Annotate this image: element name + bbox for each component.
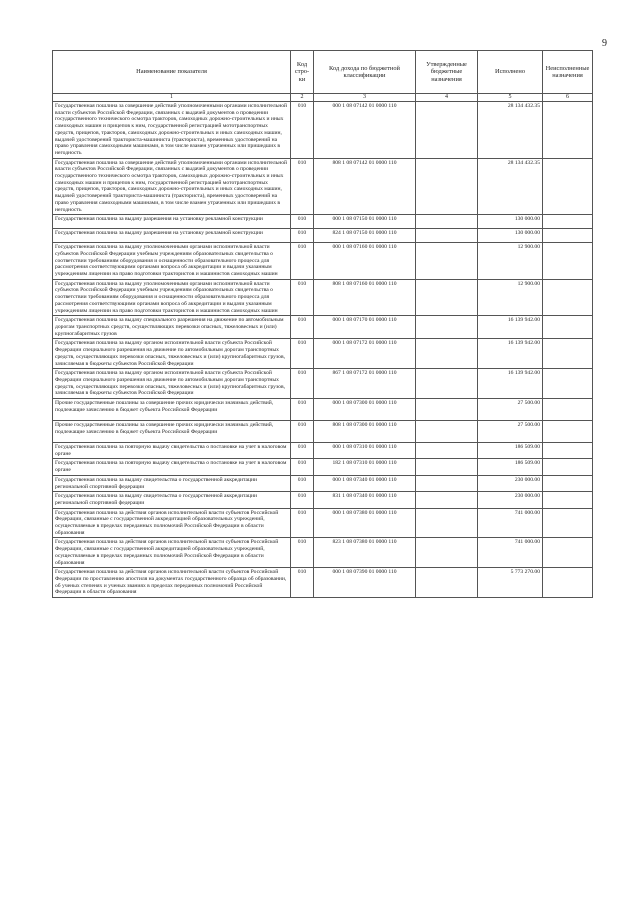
row-executed: 741 000.00	[478, 508, 543, 538]
row-code: 824 1 08 07150 01 0000 110	[314, 229, 416, 243]
row-unexecuted	[543, 459, 593, 475]
row-approved	[416, 399, 478, 421]
row-unexecuted	[543, 475, 593, 491]
row-code: 808 1 08 07300 01 0000 110	[314, 421, 416, 443]
row-approved	[416, 229, 478, 243]
table-row	[53, 421, 593, 443]
header-name: Наименование показателя	[53, 51, 291, 94]
row-unexecuted	[543, 215, 593, 229]
row-line: 010	[291, 475, 314, 491]
table-row	[53, 279, 593, 316]
row-name: Государственная пошлина за совершение действий уполномоченными органами исполнительной власти субъектов Российской Федерации, связанных с выдачей документов о проведении государственного технического осмотра тракторов, самоходных дорожно-строительных и иных самоходных машин и прицепов к ним, государственной регистрацией мототранспортных средств, прицепов, тракторов, самоходных дорожно-строительных и иных самоходных машин, выдачей удостоверений тракториста-машиниста (тракториста), временных удостоверений на право управления самоходными машинами, в том числе взамен утраченных или пришедших в негодность	[53, 102, 291, 159]
column-number: 3	[314, 94, 416, 102]
row-code: 000 1 08 07142 01 0000 110	[314, 102, 416, 159]
header-approved: Утвержденные бюджетные назначения	[416, 51, 478, 94]
row-approved	[416, 316, 478, 339]
row-approved	[416, 102, 478, 159]
row-line: 010	[291, 443, 314, 459]
table-row	[53, 443, 593, 459]
header-unexecuted: Неисполненные назначения	[543, 51, 593, 94]
row-code: 000 1 08 07380 01 0000 110	[314, 508, 416, 538]
row-name: Государственная пошлина за выдачу уполномоченными органами исполнительной власти субъектов Российской Федерации учебным учреждениям образовательных свидетельства о соответствии требованиям оборудования и оснащенности образовательного процесса для рассмотрения соответствующими органами вопроса об аккредитации и выдачи указанным учреждениям лицензии на право подготовки трактористов и машинистов самоходных машин	[53, 243, 291, 280]
row-executed: 186 509.00	[478, 443, 543, 459]
table-row	[53, 369, 593, 399]
row-name: Государственная пошлина за выдачу разрешения на установку рекламной конструкции	[53, 229, 291, 243]
row-approved	[416, 492, 478, 508]
row-approved	[416, 421, 478, 443]
row-approved	[416, 215, 478, 229]
row-name: Государственная пошлина за совершение действий уполномоченными органами исполнительной власти субъектов Российской Федерации, связанных с выдачей документов о проведении государственного технического осмотра тракторов, самоходных дорожно-строительных и иных самоходных машин и прицепов к ним, государственной регистрацией мототранспортных средств, прицепов, тракторов, самоходных дорожно-строительных и иных самоходных машин, выдачей удостоверений тракториста-машиниста (тракториста), временных удостоверений на право управления самоходными машинами, в том числе взамен утраченных или пришедших в негодность	[53, 158, 291, 215]
header-executed: Исполнено	[478, 51, 543, 94]
table-row	[53, 508, 593, 538]
row-unexecuted	[543, 508, 593, 538]
row-unexecuted	[543, 158, 593, 215]
row-unexecuted	[543, 443, 593, 459]
row-line: 010	[291, 339, 314, 369]
header-row	[53, 51, 593, 94]
header-income-code: Код дохода по бюджетной классификации	[314, 51, 416, 94]
row-name: Государственная пошлина за действия органов исполнительной власти субъектов Российской Федерации по проставлению апостиля на документах государственного образца об образовании, об ученых степенях и ученых званиях в пределах переданных полномочий Российской Федерации в области образования	[53, 568, 291, 598]
row-line: 010	[291, 279, 314, 316]
row-name: Прочие государственные пошлины за совершение прочих юридически значимых действий, подлежащие зачислению в бюджет субъекта Российской Федерации	[53, 421, 291, 443]
row-line: 010	[291, 102, 314, 159]
row-code: 823 1 08 07380 01 0000 110	[314, 538, 416, 568]
row-approved	[416, 508, 478, 538]
row-approved	[416, 443, 478, 459]
row-code: 000 1 08 07340 01 0000 110	[314, 475, 416, 491]
row-executed: 27 500.00	[478, 399, 543, 421]
column-number-row	[53, 94, 593, 102]
row-executed: 16 139 942.00	[478, 316, 543, 339]
row-unexecuted	[543, 369, 593, 399]
row-unexecuted	[543, 421, 593, 443]
row-approved	[416, 568, 478, 598]
table-row	[53, 459, 593, 475]
row-executed: 186 509.00	[478, 459, 543, 475]
table-row	[53, 568, 593, 598]
row-line: 010	[291, 492, 314, 508]
row-code: 000 1 08 07300 01 0000 110	[314, 399, 416, 421]
row-executed: 130 000.00	[478, 215, 543, 229]
row-unexecuted	[543, 243, 593, 280]
table-row	[53, 538, 593, 568]
row-name: Государственная пошлина за выдачу уполномоченными органами исполнительной власти субъектов Российской Федерации учебным учреждениям образовательных свидетельства о соответствии требованиям оборудования и оснащенности образовательного процесса для рассмотрения соответствующими органами вопроса об аккредитации и выдачи указанным учреждениям лицензии на право подготовки трактористов и машинистов самоходных машин	[53, 279, 291, 316]
row-executed: 16 139 942.00	[478, 369, 543, 399]
row-unexecuted	[543, 492, 593, 508]
row-name: Государственная пошлина за повторную выдачу свидетельства о постановке на учет в налоговом органе	[53, 459, 291, 475]
row-approved	[416, 158, 478, 215]
row-name: Государственная пошлина за выдачу свидетельства о государственной аккредитации региональной спортивной федерации	[53, 492, 291, 508]
row-executed: 27 500.00	[478, 421, 543, 443]
table-row	[53, 399, 593, 421]
table-row	[53, 339, 593, 369]
row-code: 000 1 08 07390 01 0000 110	[314, 568, 416, 598]
row-line: 010	[291, 316, 314, 339]
row-name: Государственная пошлина за действия органов исполнительной власти субъектов Российской Федерации, связанные с государственной аккредитацией образовательных учреждений, осуществляемые в пределах переданных полномочий Российской Федерации в области образования	[53, 538, 291, 568]
row-code: 831 1 08 07340 01 0000 110	[314, 492, 416, 508]
row-unexecuted	[543, 568, 593, 598]
row-code: 182 1 08 07310 01 0000 110	[314, 459, 416, 475]
column-number: 4	[416, 94, 478, 102]
header-line-code: Код стро-ки	[291, 51, 314, 94]
table-row	[53, 215, 593, 229]
row-name: Государственная пошлина за выдачу специального разрешения на движение по автомобильным дорогам транспортных средств, осуществляющих перевозки опасных, тяжеловесных и (или) крупногабаритных грузов	[53, 316, 291, 339]
column-number: 1	[53, 94, 291, 102]
row-executed: 12 900.00	[478, 243, 543, 280]
row-line: 010	[291, 568, 314, 598]
row-approved	[416, 243, 478, 280]
row-name: Государственная пошлина за выдачу органом исполнительной власти субъекта Российской Федерации специального разрешения на движение по автомобильным дорогам транспортных средств, осуществляющих перевозки опасных, тяжеловесных и (или) крупногабаритных грузов, зачисляемая в бюджеты субъектов Российской Федерации	[53, 369, 291, 399]
column-number: 6	[543, 94, 593, 102]
row-unexecuted	[543, 316, 593, 339]
row-approved	[416, 475, 478, 491]
column-number: 5	[478, 94, 543, 102]
row-approved	[416, 459, 478, 475]
row-approved	[416, 369, 478, 399]
row-unexecuted	[543, 279, 593, 316]
table-row	[53, 475, 593, 491]
row-line: 010	[291, 215, 314, 229]
table-row	[53, 492, 593, 508]
row-line: 010	[291, 229, 314, 243]
row-line: 010	[291, 508, 314, 538]
row-line: 010	[291, 243, 314, 280]
row-name: Государственная пошлина за действия органов исполнительной власти субъектов Российской Федерации, связанные с государственной аккредитацией образовательных учреждений, осуществляемые в пределах переданных полномочий Российской Федерации в области образования	[53, 508, 291, 538]
table-row	[53, 316, 593, 339]
page-number: 9	[602, 38, 607, 49]
row-name: Прочие государственные пошлины за совершение прочих юридически значимых действий, подлежащие зачислению в бюджет субъекта Российской Федерации	[53, 399, 291, 421]
row-line: 010	[291, 399, 314, 421]
row-unexecuted	[543, 229, 593, 243]
row-executed: 230 000.00	[478, 475, 543, 491]
row-executed: 130 000.00	[478, 229, 543, 243]
row-name: Государственная пошлина за выдачу органом исполнительной власти субъекта Российской Федерации специального разрешения на движение по автомобильным дорогам транспортных средств, осуществляющих перевозки опасных, тяжеловесных и (или) крупногабаритных грузов, зачисляемая в бюджеты субъектов Российской Федерации	[53, 339, 291, 369]
row-executed: 28 134 432.35	[478, 158, 543, 215]
row-unexecuted	[543, 102, 593, 159]
column-number: 2	[291, 94, 314, 102]
income-table	[52, 50, 593, 598]
row-executed: 230 000.00	[478, 492, 543, 508]
row-code: 867 1 08 07172 01 0000 110	[314, 369, 416, 399]
table-row	[53, 158, 593, 215]
row-executed: 28 134 432.35	[478, 102, 543, 159]
row-approved	[416, 538, 478, 568]
row-name: Государственная пошлина за повторную выдачу свидетельства о постановке на учет в налоговом органе	[53, 443, 291, 459]
row-name: Государственная пошлина за выдачу свидетельства о государственной аккредитации региональной спортивной федерации	[53, 475, 291, 491]
row-unexecuted	[543, 339, 593, 369]
row-line: 010	[291, 369, 314, 399]
row-executed: 5 773 270.00	[478, 568, 543, 598]
row-unexecuted	[543, 538, 593, 568]
row-line: 010	[291, 459, 314, 475]
row-executed: 12 900.00	[478, 279, 543, 316]
table-row	[53, 229, 593, 243]
row-approved	[416, 339, 478, 369]
row-code: 000 1 08 07172 01 0000 110	[314, 339, 416, 369]
row-executed: 16 139 942.00	[478, 339, 543, 369]
row-unexecuted	[543, 399, 593, 421]
row-code: 000 1 08 07160 01 0000 110	[314, 243, 416, 280]
row-approved	[416, 279, 478, 316]
table-row	[53, 243, 593, 280]
row-code: 000 1 08 07150 01 0000 110	[314, 215, 416, 229]
row-executed: 741 000.00	[478, 538, 543, 568]
row-code: 808 1 08 07142 01 0000 110	[314, 158, 416, 215]
row-line: 010	[291, 158, 314, 215]
row-line: 010	[291, 421, 314, 443]
row-code: 000 1 08 07310 01 0000 110	[314, 443, 416, 459]
row-code: 000 1 08 07170 01 0000 110	[314, 316, 416, 339]
row-name: Государственная пошлина за выдачу разрешения на установку рекламной конструкции	[53, 215, 291, 229]
row-line: 010	[291, 538, 314, 568]
row-code: 808 1 08 07160 01 0000 110	[314, 279, 416, 316]
table-row	[53, 102, 593, 159]
